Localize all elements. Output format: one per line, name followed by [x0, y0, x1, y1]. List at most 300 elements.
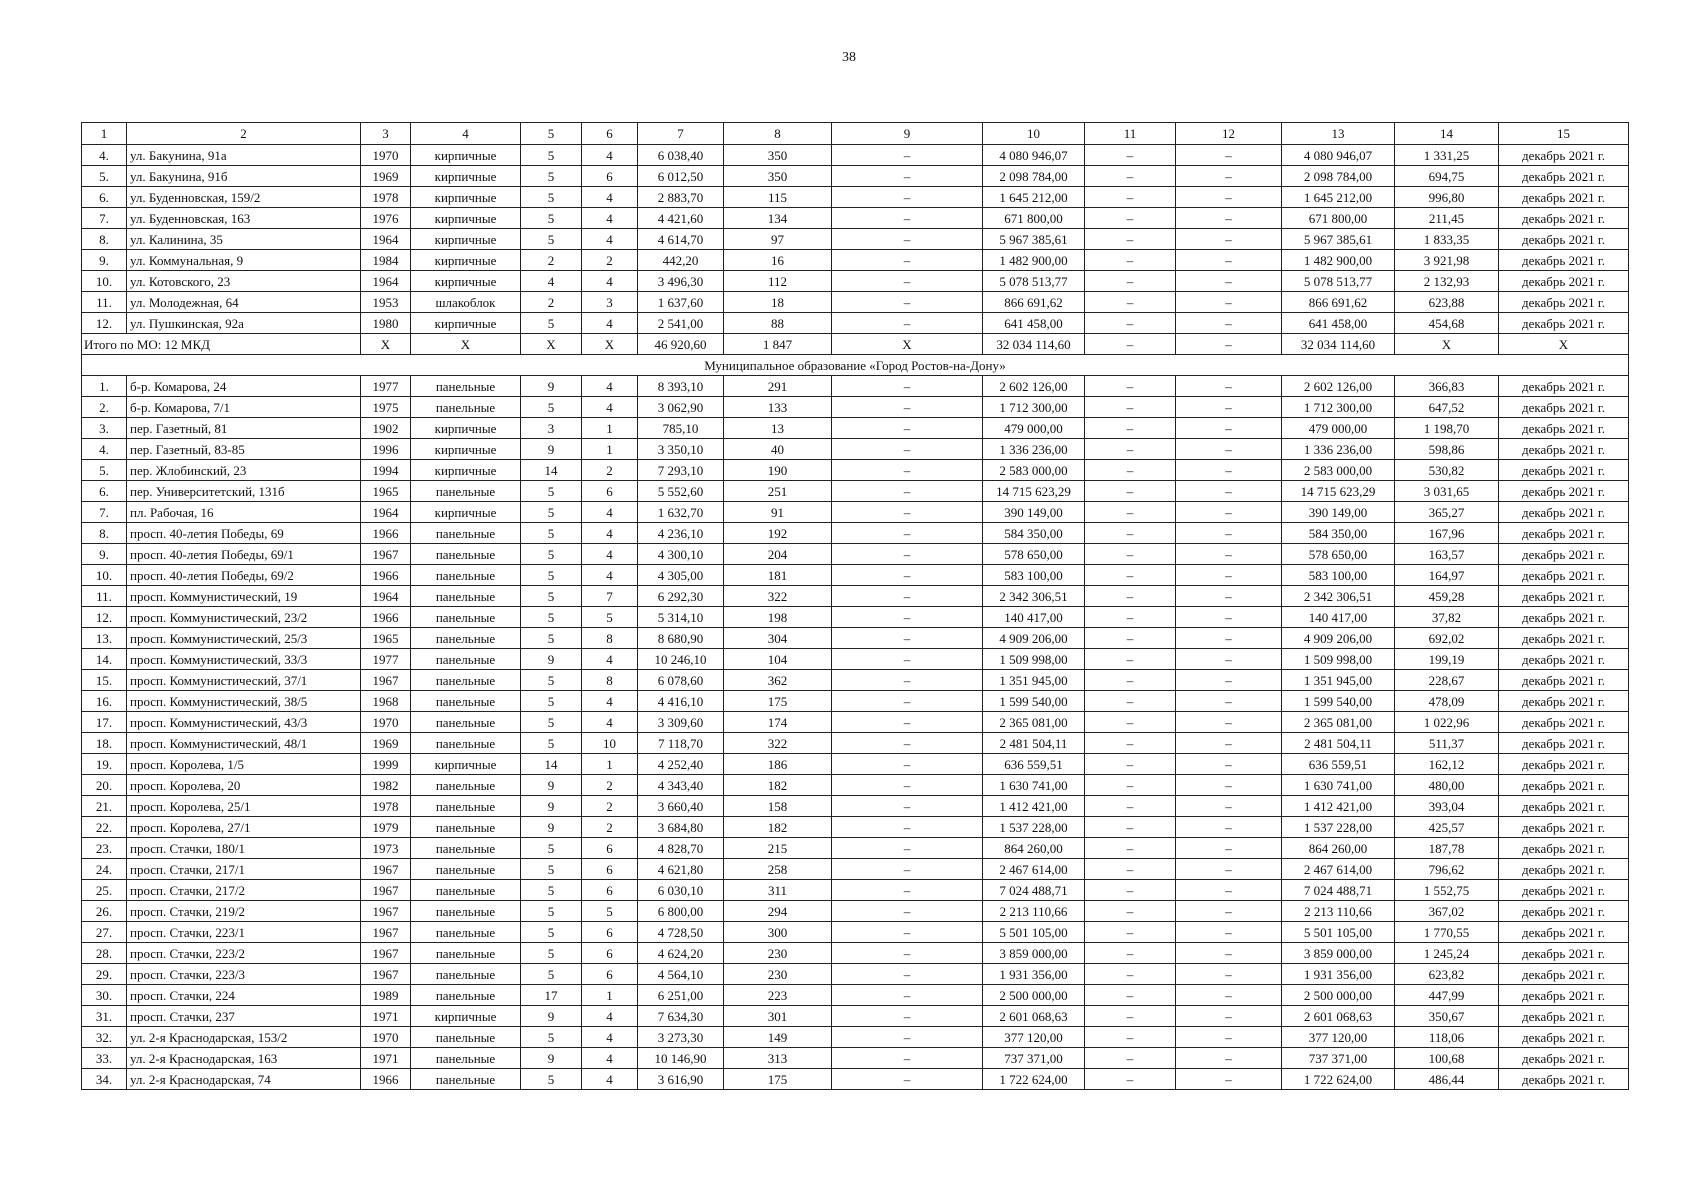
cost-total-cell: 2 342 306,51	[983, 586, 1085, 607]
floors-cell: 5	[521, 166, 582, 187]
table-row	[82, 1006, 1629, 1027]
col-9-cell: –	[832, 481, 983, 502]
col-11-cell: –	[1085, 1069, 1176, 1090]
cost-total-cell: 641 458,00	[983, 313, 1085, 334]
col-9-cell: –	[832, 985, 983, 1006]
cost-total-cell: 737 371,00	[983, 1048, 1085, 1069]
col-12-cell: –	[1176, 271, 1282, 292]
cost-total-cell: 1 351 945,00	[983, 670, 1085, 691]
deadline-cell: декабрь 2021 г.	[1499, 250, 1629, 271]
deadline-cell: декабрь 2021 г.	[1499, 733, 1629, 754]
build-year-cell: 1966	[361, 1069, 411, 1090]
cost-fund-cell: 1 509 998,00	[1282, 649, 1395, 670]
cost-total-cell: 2 602 126,00	[983, 376, 1085, 397]
residents-cell: 322	[724, 586, 832, 607]
residents-cell: 230	[724, 964, 832, 985]
cost-fund-cell: 4 080 946,07	[1282, 145, 1395, 166]
deadline-cell: декабрь 2021 г.	[1499, 397, 1629, 418]
col-12-cell: –	[1176, 607, 1282, 628]
wall-material-cell: панельные	[411, 481, 521, 502]
cost-total-cell: 5 967 385,61	[983, 229, 1085, 250]
col-12-cell: –	[1176, 880, 1282, 901]
entrances-cell: 5	[582, 607, 638, 628]
col-9-cell: –	[832, 145, 983, 166]
address-cell: просп. Стачки, 223/1	[127, 922, 361, 943]
row-number-cell: 11.	[82, 586, 127, 607]
build-year-cell: 1971	[361, 1048, 411, 1069]
header-cell: 2	[127, 123, 361, 145]
address-cell: ул. 2-я Краснодарская, 163	[127, 1048, 361, 1069]
deadline-cell: декабрь 2021 г.	[1499, 565, 1629, 586]
unit-cost-cell: 1 770,55	[1395, 922, 1499, 943]
col-11-cell: –	[1085, 397, 1176, 418]
residents-cell: 16	[724, 250, 832, 271]
col-11-cell: –	[1085, 523, 1176, 544]
deadline-cell: декабрь 2021 г.	[1499, 313, 1629, 334]
row-number-cell: 4.	[82, 439, 127, 460]
header-cell: 5	[521, 123, 582, 145]
entrances-cell: 4	[582, 145, 638, 166]
floors-cell: 5	[521, 208, 582, 229]
entrances-cell: 2	[582, 460, 638, 481]
entrances-cell: 3	[582, 292, 638, 313]
cost-fund-cell: 7 024 488,71	[1282, 880, 1395, 901]
row-number-cell: 8.	[82, 523, 127, 544]
table-row	[82, 250, 1629, 271]
unit-cost-cell: 187,78	[1395, 838, 1499, 859]
entrances-cell: 6	[582, 880, 638, 901]
cost-fund-cell: 5 501 105,00	[1282, 922, 1395, 943]
total-area-cell: 6 078,60	[638, 670, 724, 691]
floors-cell: 14	[521, 754, 582, 775]
floors-cell: 5	[521, 964, 582, 985]
floors-cell: 5	[521, 523, 582, 544]
address-cell: б-р. Комарова, 24	[127, 376, 361, 397]
build-year-cell: 1967	[361, 880, 411, 901]
row-number-cell: 18.	[82, 733, 127, 754]
residents-cell: 223	[724, 985, 832, 1006]
cost-total-cell: 1 599 540,00	[983, 691, 1085, 712]
col-12-cell: –	[1176, 292, 1282, 313]
cost-total-cell: 2 601 068,63	[983, 1006, 1085, 1027]
table-row	[82, 943, 1629, 964]
col-11-cell: –	[1085, 943, 1176, 964]
entrances-cell: 4	[582, 1006, 638, 1027]
floors-cell: 9	[521, 1006, 582, 1027]
col-11-cell: –	[1085, 922, 1176, 943]
cost-fund-cell: 583 100,00	[1282, 565, 1395, 586]
residents-cell: 192	[724, 523, 832, 544]
floors-cell: 5	[521, 838, 582, 859]
build-year-cell: 1966	[361, 523, 411, 544]
wall-material-cell: панельные	[411, 775, 521, 796]
unit-cost-cell: 454,68	[1395, 313, 1499, 334]
col-12-cell: –	[1176, 796, 1282, 817]
col-11-cell: –	[1085, 271, 1176, 292]
wall-material-cell: кирпичные	[411, 502, 521, 523]
col-12-cell: –	[1176, 712, 1282, 733]
header-cell: 4	[411, 123, 521, 145]
address-cell: ул. Пушкинская, 92а	[127, 313, 361, 334]
table-row	[82, 481, 1629, 502]
address-cell: просп. Королева, 1/5	[127, 754, 361, 775]
unit-cost-cell: 425,57	[1395, 817, 1499, 838]
cost-total-cell: 866 691,62	[983, 292, 1085, 313]
col-9-cell: –	[832, 1048, 983, 1069]
cost-fund-cell: 578 650,00	[1282, 544, 1395, 565]
deadline-cell: декабрь 2021 г.	[1499, 229, 1629, 250]
col-12-cell: –	[1176, 901, 1282, 922]
entrances-cell: 4	[582, 502, 638, 523]
deadline-cell: декабрь 2021 г.	[1499, 670, 1629, 691]
unit-cost-cell: 37,82	[1395, 607, 1499, 628]
cost-total-cell: 2 583 000,00	[983, 460, 1085, 481]
row-number-cell: 12.	[82, 313, 127, 334]
col-12-cell: –	[1176, 1006, 1282, 1027]
table-row	[82, 523, 1629, 544]
col-9-cell: –	[832, 964, 983, 985]
build-year-cell: 1977	[361, 376, 411, 397]
col-11-cell: –	[1085, 250, 1176, 271]
col-12-cell: –	[1176, 250, 1282, 271]
row-number-cell: 6.	[82, 481, 127, 502]
total-area-cell: 4 252,40	[638, 754, 724, 775]
unit-cost-cell: 530,82	[1395, 460, 1499, 481]
col-9-cell: –	[832, 439, 983, 460]
col-12-cell: –	[1176, 670, 1282, 691]
deadline-cell: декабрь 2021 г.	[1499, 166, 1629, 187]
floors-cell: 2	[521, 292, 582, 313]
address-cell: ул. Молодежная, 64	[127, 292, 361, 313]
wall-material-cell: панельные	[411, 733, 521, 754]
entrances-cell: 10	[582, 733, 638, 754]
col-11-cell: –	[1085, 775, 1176, 796]
cost-total-cell: 5 501 105,00	[983, 922, 1085, 943]
col-11-cell: –	[1085, 649, 1176, 670]
floors-cell: 5	[521, 586, 582, 607]
cost-fund-cell: 2 601 068,63	[1282, 1006, 1395, 1027]
col-12-cell: –	[1176, 586, 1282, 607]
cost-fund-cell: 1 537 228,00	[1282, 817, 1395, 838]
unit-cost-cell: 692,02	[1395, 628, 1499, 649]
col-12-cell: –	[1176, 229, 1282, 250]
deadline-cell: декабрь 2021 г.	[1499, 691, 1629, 712]
deadline-cell: декабрь 2021 г.	[1499, 145, 1629, 166]
deadline-cell: декабрь 2021 г.	[1499, 880, 1629, 901]
residents-cell: 40	[724, 439, 832, 460]
deadline-cell: декабрь 2021 г.	[1499, 943, 1629, 964]
total-cell: X	[832, 334, 983, 355]
unit-cost-cell: 3 921,98	[1395, 250, 1499, 271]
residents-cell: 174	[724, 712, 832, 733]
entrances-cell: 4	[582, 1027, 638, 1048]
floors-cell: 9	[521, 1048, 582, 1069]
address-cell: просп. Коммунистический, 33/3	[127, 649, 361, 670]
col-9-cell: –	[832, 586, 983, 607]
cost-fund-cell: 5 078 513,77	[1282, 271, 1395, 292]
wall-material-cell: панельные	[411, 817, 521, 838]
cost-fund-cell: 390 149,00	[1282, 502, 1395, 523]
col-9-cell: –	[832, 502, 983, 523]
header-cell: 9	[832, 123, 983, 145]
floors-cell: 9	[521, 796, 582, 817]
col-11-cell: –	[1085, 439, 1176, 460]
build-year-cell: 1971	[361, 1006, 411, 1027]
total-area-cell: 4 343,40	[638, 775, 724, 796]
deadline-cell: декабрь 2021 г.	[1499, 901, 1629, 922]
deadline-cell: декабрь 2021 г.	[1499, 544, 1629, 565]
row-number-cell: 29.	[82, 964, 127, 985]
table-row	[82, 607, 1629, 628]
row-number-cell: 34.	[82, 1069, 127, 1090]
build-year-cell: 1966	[361, 565, 411, 586]
col-11-cell: –	[1085, 754, 1176, 775]
cost-fund-cell: 1 931 356,00	[1282, 964, 1395, 985]
header-cell: 6	[582, 123, 638, 145]
total-area-cell: 3 684,80	[638, 817, 724, 838]
wall-material-cell: кирпичные	[411, 250, 521, 271]
total-cell: –	[1176, 334, 1282, 355]
address-cell: ул. Бакунина, 91а	[127, 145, 361, 166]
wall-material-cell: кирпичные	[411, 313, 521, 334]
table-row	[82, 397, 1629, 418]
col-9-cell: –	[832, 271, 983, 292]
cost-total-cell: 2 500 000,00	[983, 985, 1085, 1006]
col-12-cell: –	[1176, 817, 1282, 838]
total-area-cell: 3 273,30	[638, 1027, 724, 1048]
header-row	[82, 123, 1629, 145]
floors-cell: 9	[521, 649, 582, 670]
row-number-cell: 24.	[82, 859, 127, 880]
col-12-cell: –	[1176, 460, 1282, 481]
address-cell: б-р. Комарова, 7/1	[127, 397, 361, 418]
address-cell: ул. 2-я Краснодарская, 153/2	[127, 1027, 361, 1048]
entrances-cell: 8	[582, 628, 638, 649]
build-year-cell: 1967	[361, 901, 411, 922]
table-row	[82, 544, 1629, 565]
table-row	[82, 565, 1629, 586]
build-year-cell: 1970	[361, 712, 411, 733]
wall-material-cell: кирпичные	[411, 460, 521, 481]
cost-total-cell: 1 712 300,00	[983, 397, 1085, 418]
build-year-cell: 1989	[361, 985, 411, 1006]
col-9-cell: –	[832, 775, 983, 796]
col-12-cell: –	[1176, 649, 1282, 670]
entrances-cell: 7	[582, 586, 638, 607]
deadline-cell: декабрь 2021 г.	[1499, 922, 1629, 943]
deadline-cell: декабрь 2021 г.	[1499, 964, 1629, 985]
row-number-cell: 9.	[82, 544, 127, 565]
wall-material-cell: шлакоблок	[411, 292, 521, 313]
cost-fund-cell: 636 559,51	[1282, 754, 1395, 775]
address-cell: пер. Газетный, 83-85	[127, 439, 361, 460]
col-12-cell: –	[1176, 691, 1282, 712]
cost-total-cell: 1 645 212,00	[983, 187, 1085, 208]
deadline-cell: декабрь 2021 г.	[1499, 1048, 1629, 1069]
total-area-cell: 6 800,00	[638, 901, 724, 922]
address-cell: пер. Жлобинский, 23	[127, 460, 361, 481]
unit-cost-cell: 162,12	[1395, 754, 1499, 775]
cost-fund-cell: 866 691,62	[1282, 292, 1395, 313]
unit-cost-cell: 167,96	[1395, 523, 1499, 544]
residents-cell: 362	[724, 670, 832, 691]
col-12-cell: –	[1176, 397, 1282, 418]
wall-material-cell: кирпичные	[411, 418, 521, 439]
deadline-cell: декабрь 2021 г.	[1499, 859, 1629, 880]
row-number-cell: 10.	[82, 271, 127, 292]
total-label-cell: Итого по МО: 12 МКД	[82, 334, 361, 355]
cost-fund-cell: 1 336 236,00	[1282, 439, 1395, 460]
col-12-cell: –	[1176, 418, 1282, 439]
row-number-cell: 11.	[82, 292, 127, 313]
header-cell: 15	[1499, 123, 1629, 145]
wall-material-cell: кирпичные	[411, 271, 521, 292]
col-12-cell: –	[1176, 166, 1282, 187]
address-cell: просп. Коммунистический, 23/2	[127, 607, 361, 628]
address-cell: просп. Стачки, 180/1	[127, 838, 361, 859]
col-11-cell: –	[1085, 313, 1176, 334]
residents-cell: 304	[724, 628, 832, 649]
col-9-cell: –	[832, 649, 983, 670]
entrances-cell: 2	[582, 817, 638, 838]
entrances-cell: 6	[582, 859, 638, 880]
col-12-cell: –	[1176, 544, 1282, 565]
cost-total-cell: 1 412 421,00	[983, 796, 1085, 817]
col-12-cell: –	[1176, 985, 1282, 1006]
residents-cell: 313	[724, 1048, 832, 1069]
col-11-cell: –	[1085, 544, 1176, 565]
total-area-cell: 4 416,10	[638, 691, 724, 712]
wall-material-cell: панельные	[411, 628, 521, 649]
deadline-cell: декабрь 2021 г.	[1499, 502, 1629, 523]
col-11-cell: –	[1085, 985, 1176, 1006]
page-number: 38	[842, 50, 856, 65]
row-number-cell: 10.	[82, 565, 127, 586]
unit-cost-cell: 350,67	[1395, 1006, 1499, 1027]
floors-cell: 5	[521, 229, 582, 250]
wall-material-cell: панельные	[411, 586, 521, 607]
wall-material-cell: кирпичные	[411, 208, 521, 229]
total-row	[82, 334, 1629, 355]
cost-fund-cell: 2 500 000,00	[1282, 985, 1395, 1006]
total-area-cell: 2 541,00	[638, 313, 724, 334]
cost-fund-cell: 1 630 741,00	[1282, 775, 1395, 796]
col-9-cell: –	[832, 229, 983, 250]
address-cell: просп. Стачки, 217/1	[127, 859, 361, 880]
build-year-cell: 1975	[361, 397, 411, 418]
total-area-cell: 10 246,10	[638, 649, 724, 670]
header-cell: 14	[1395, 123, 1499, 145]
residents-cell: 91	[724, 502, 832, 523]
col-12-cell: –	[1176, 859, 1282, 880]
build-year-cell: 1976	[361, 208, 411, 229]
cost-fund-cell: 377 120,00	[1282, 1027, 1395, 1048]
cost-fund-cell: 1 712 300,00	[1282, 397, 1395, 418]
cost-fund-cell: 2 342 306,51	[1282, 586, 1395, 607]
row-number-cell: 5.	[82, 166, 127, 187]
deadline-cell: декабрь 2021 г.	[1499, 187, 1629, 208]
row-number-cell: 17.	[82, 712, 127, 733]
residents-cell: 350	[724, 166, 832, 187]
address-cell: пер. Газетный, 81	[127, 418, 361, 439]
deadline-cell: декабрь 2021 г.	[1499, 796, 1629, 817]
table-row	[82, 754, 1629, 775]
entrances-cell: 6	[582, 838, 638, 859]
deadline-cell: декабрь 2021 г.	[1499, 481, 1629, 502]
deadline-cell: декабрь 2021 г.	[1499, 271, 1629, 292]
unit-cost-cell: 511,37	[1395, 733, 1499, 754]
address-cell: просп. 40-летия Победы, 69/1	[127, 544, 361, 565]
residents-cell: 175	[724, 1069, 832, 1090]
floors-cell: 5	[521, 145, 582, 166]
col-12-cell: –	[1176, 943, 1282, 964]
cost-total-cell: 1 537 228,00	[983, 817, 1085, 838]
table-row	[82, 838, 1629, 859]
wall-material-cell: панельные	[411, 985, 521, 1006]
col-9-cell: –	[832, 670, 983, 691]
col-11-cell: –	[1085, 1048, 1176, 1069]
row-number-cell: 32.	[82, 1027, 127, 1048]
cost-fund-cell: 5 967 385,61	[1282, 229, 1395, 250]
col-11-cell: –	[1085, 670, 1176, 691]
total-area-cell: 6 012,50	[638, 166, 724, 187]
cost-total-cell: 1 509 998,00	[983, 649, 1085, 670]
table-row	[82, 712, 1629, 733]
entrances-cell: 4	[582, 271, 638, 292]
col-12-cell: –	[1176, 754, 1282, 775]
unit-cost-cell: 480,00	[1395, 775, 1499, 796]
residents-cell: 18	[724, 292, 832, 313]
cost-total-cell: 4 080 946,07	[983, 145, 1085, 166]
floors-cell: 5	[521, 502, 582, 523]
unit-cost-cell: 1 552,75	[1395, 880, 1499, 901]
col-11-cell: –	[1085, 502, 1176, 523]
row-number-cell: 9.	[82, 250, 127, 271]
floors-cell: 17	[521, 985, 582, 1006]
row-number-cell: 21.	[82, 796, 127, 817]
row-number-cell: 16.	[82, 691, 127, 712]
total-area-cell: 7 634,30	[638, 1006, 724, 1027]
floors-cell: 9	[521, 817, 582, 838]
cost-total-cell: 1 630 741,00	[983, 775, 1085, 796]
col-9-cell: –	[832, 922, 983, 943]
floors-cell: 5	[521, 187, 582, 208]
build-year-cell: 1967	[361, 964, 411, 985]
total-area-cell: 1 632,70	[638, 502, 724, 523]
residents-cell: 115	[724, 187, 832, 208]
address-cell: ул. Буденновская, 159/2	[127, 187, 361, 208]
build-year-cell: 1999	[361, 754, 411, 775]
residents-cell: 104	[724, 649, 832, 670]
entrances-cell: 8	[582, 670, 638, 691]
wall-material-cell: панельные	[411, 607, 521, 628]
unit-cost-cell: 996,80	[1395, 187, 1499, 208]
table-row	[82, 985, 1629, 1006]
total-cell: X	[411, 334, 521, 355]
cost-total-cell: 636 559,51	[983, 754, 1085, 775]
residents-cell: 291	[724, 376, 832, 397]
total-area-cell: 4 621,80	[638, 859, 724, 880]
col-9-cell: –	[832, 418, 983, 439]
floors-cell: 5	[521, 1027, 582, 1048]
address-cell: ул. Буденновская, 163	[127, 208, 361, 229]
total-cell: X	[521, 334, 582, 355]
wall-material-cell: кирпичные	[411, 1006, 521, 1027]
table-row	[82, 376, 1629, 397]
deadline-cell: декабрь 2021 г.	[1499, 523, 1629, 544]
address-cell: просп. Коммунистический, 43/3	[127, 712, 361, 733]
total-cell: X	[361, 334, 411, 355]
